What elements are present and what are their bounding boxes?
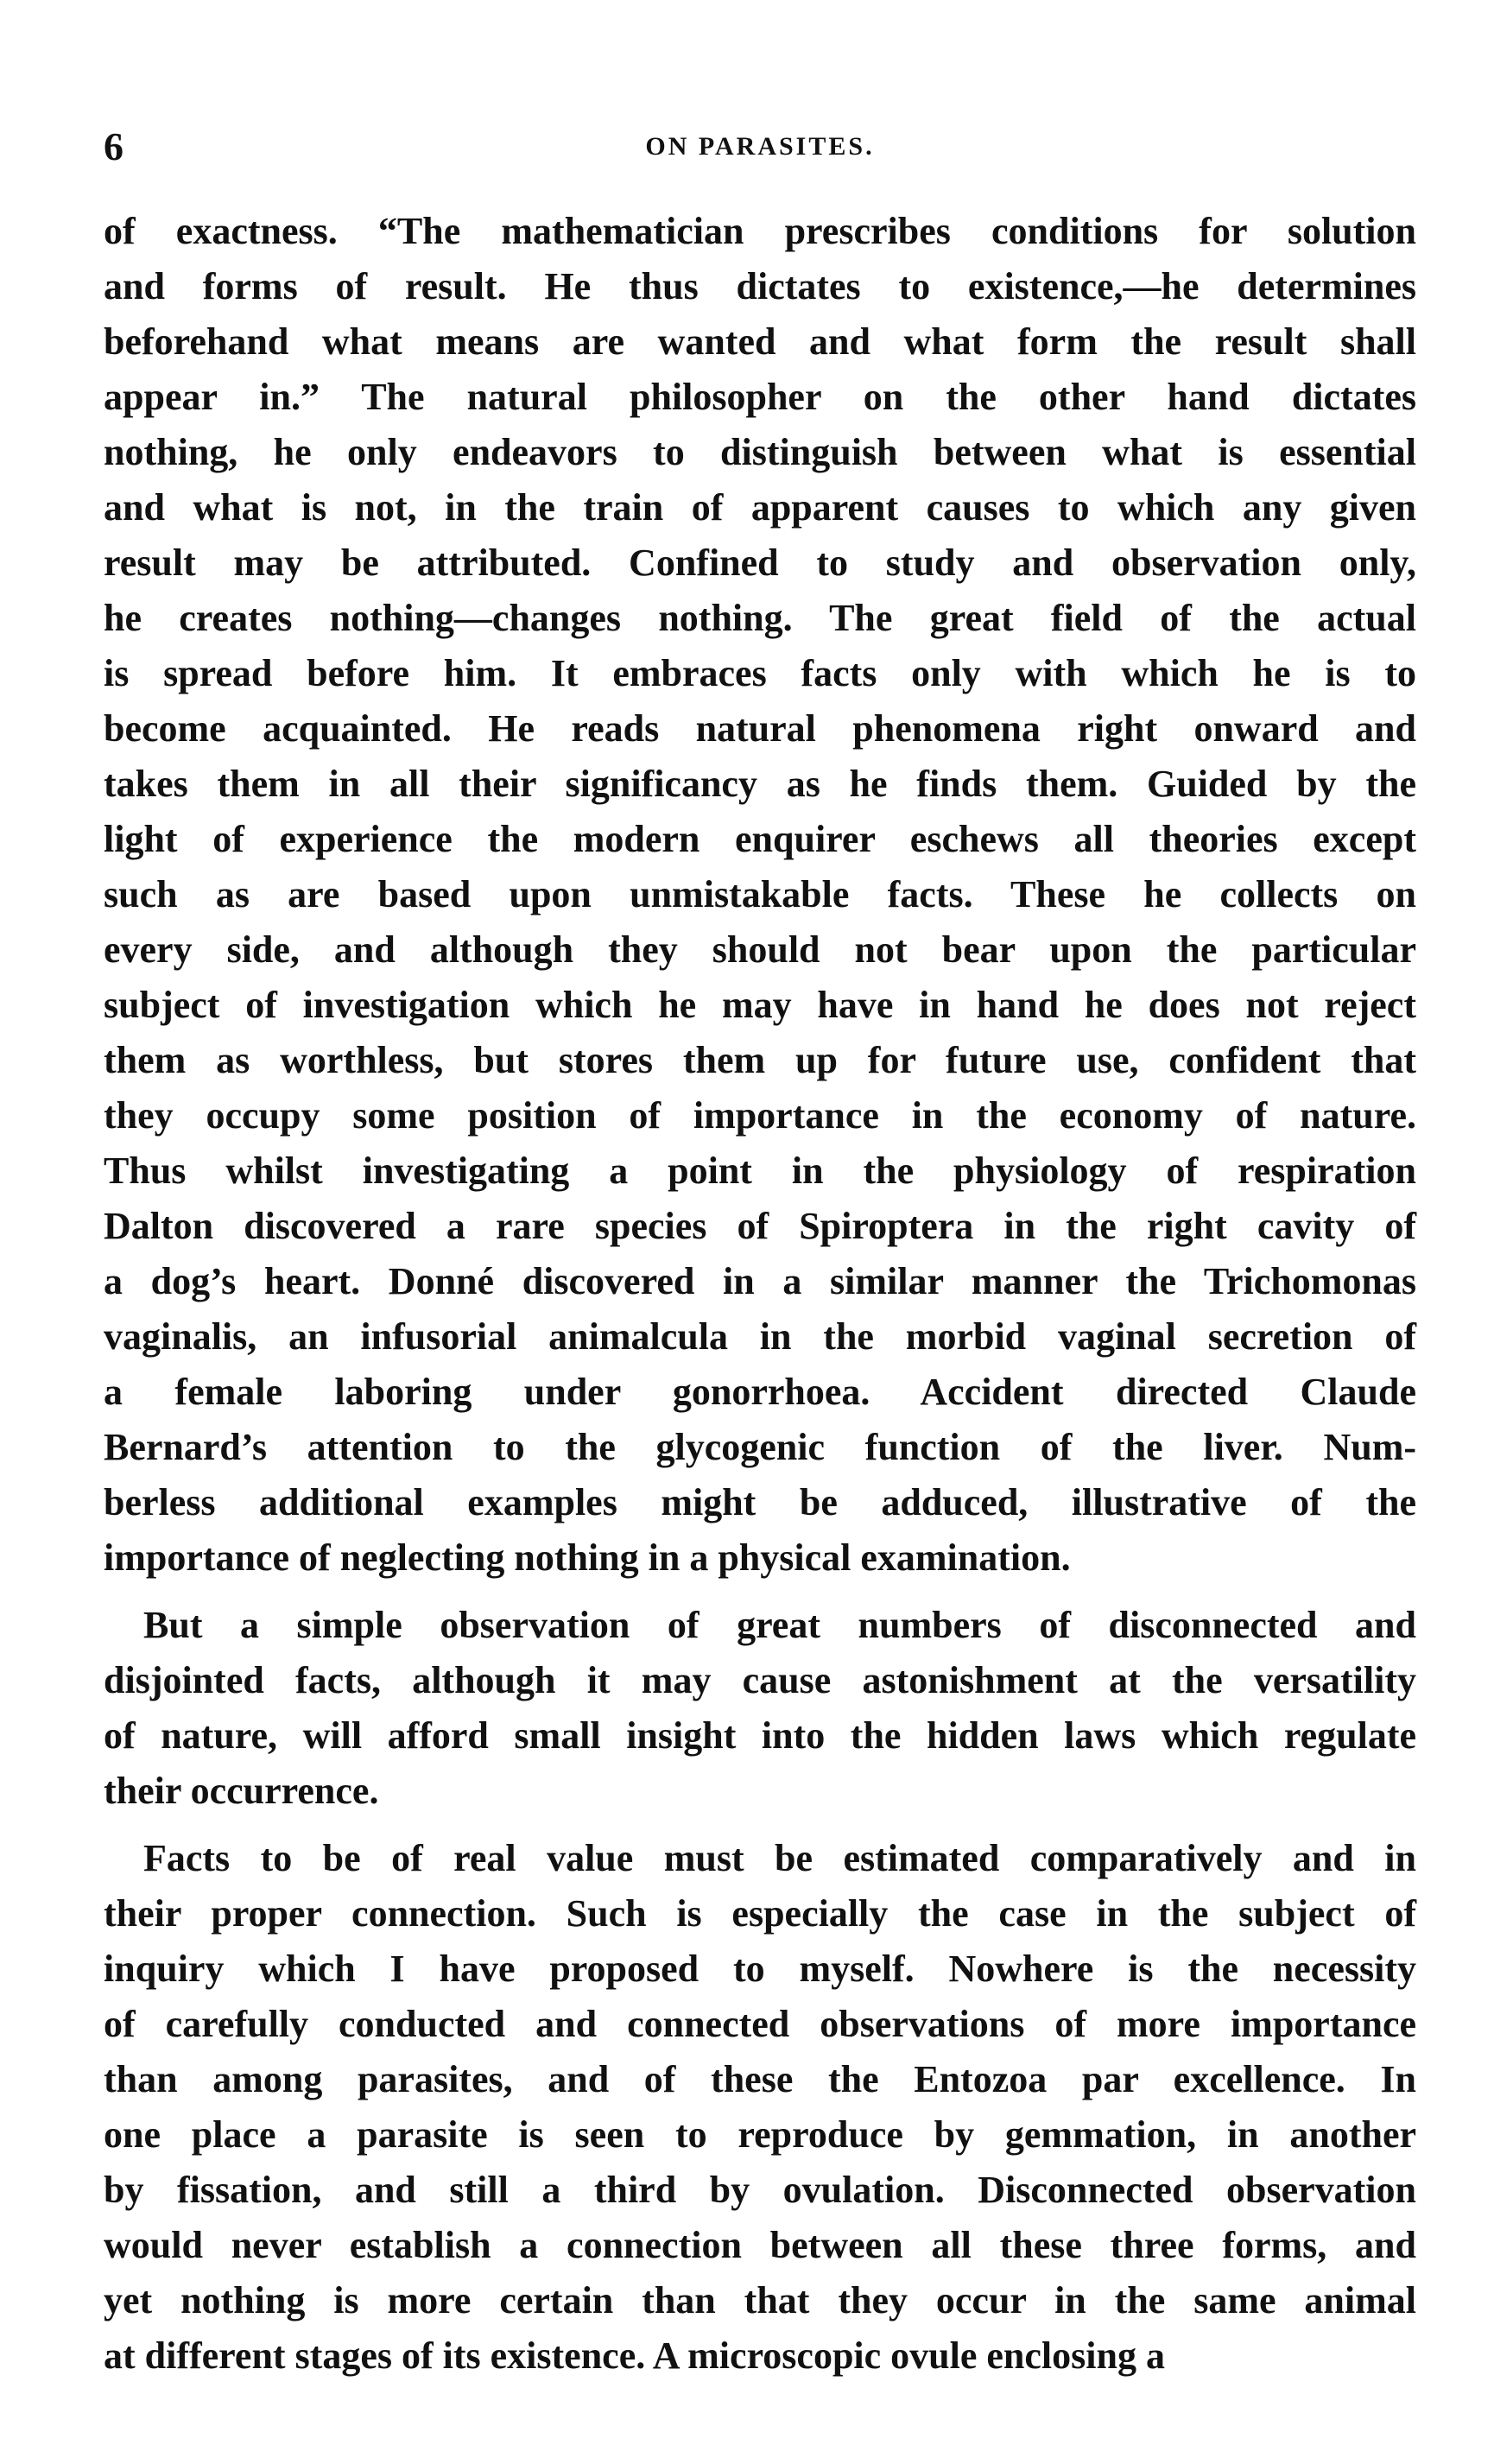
body-text xyxy=(104,204,1416,2384)
text-line: vaginalis, an infusorial animalcula in the morbid vaginal secretion of xyxy=(104,1315,1416,1358)
paragraph-1 xyxy=(104,204,1416,1586)
text-line: one place a parasite is seen to reproduce by gemmation, in another xyxy=(104,2113,1416,2156)
text-line: light of experience the modern enquirer eschews all theories except xyxy=(104,818,1416,860)
text-line: Thus whilst investigating a point in the physiology of respiration xyxy=(104,1150,1416,1192)
text-line: berless additional examples might be adduced, illustrative of the xyxy=(104,1481,1416,1523)
text-line: takes them in all their significancy as he finds them. Guided by the xyxy=(104,763,1416,805)
text-line: of exactness. “The mathematician prescribes conditions for solution xyxy=(104,210,1416,252)
text-line: Facts to be of real value must be estimated comparatively and in xyxy=(143,1837,1416,1879)
text-line: yet nothing is more certain than that they occur in the same animal xyxy=(104,2279,1416,2321)
text-line: appear in.” The natural philosopher on the other hand dictates xyxy=(104,376,1416,418)
text-line: nothing, he only endeavors to distinguish between what is essential xyxy=(104,431,1416,473)
text-line: a dog’s heart. Donné discovered in a similar manner the Trichomonas xyxy=(104,1260,1416,1302)
page-header xyxy=(104,121,1416,173)
text-line: of nature, will afford small insight into the hidden laws which regulate xyxy=(104,1714,1416,1757)
text-line: at different stages of its existence. A microscopic ovule enclosing a xyxy=(104,2334,1165,2377)
running-head: ON PARASITES. xyxy=(645,132,875,161)
text-line: Bernard’s attention to the glycogenic function of the liver. Num- xyxy=(104,1426,1416,1468)
text-line: them as worthless, but stores them up for future use, confident that xyxy=(104,1039,1416,1081)
page-number: 6 xyxy=(104,124,123,168)
text-line: importance of neglecting nothing in a physical examination. xyxy=(104,1536,1071,1579)
text-line: would never establish a connection between all these three forms, and xyxy=(104,2224,1416,2266)
text-line: every side, and although they should not bear upon the particular xyxy=(104,928,1416,971)
text-line: of carefully conducted and connected observations of more importance xyxy=(104,2003,1416,2045)
text-line: inquiry which I have proposed to myself. Nowhere is the necessity xyxy=(104,1948,1416,1990)
text-line: they occupy some position of importance in the economy of nature. xyxy=(104,1094,1416,1137)
text-line: than among parasites, and of these the Entozoa par excellence. In xyxy=(104,2058,1416,2100)
text-line: is spread before him. It embraces facts only with which he is to xyxy=(104,652,1416,694)
text-line: a female laboring under gonorrhoea. Accident directed Claude xyxy=(104,1371,1416,1413)
text-line: their proper connection. Such is especially the case in the subject of xyxy=(104,1892,1416,1935)
paragraph-2 xyxy=(104,1598,1416,1819)
text-line: become acquainted. He reads natural phenomena right onward and xyxy=(104,707,1416,750)
text-line: and what is not, in the train of apparent causes to which any given xyxy=(104,486,1416,529)
text-line: disjointed facts, although it may cause astonishment at the versatility xyxy=(104,1659,1416,1701)
text-line: subject of investigation which he may have in hand he does not reject xyxy=(104,984,1416,1026)
text-line: beforehand what means are wanted and what form the result shall xyxy=(104,320,1416,363)
text-line: their occurrence. xyxy=(104,1770,379,1812)
text-line: such as are based upon unmistakable facts. These he collects on xyxy=(104,873,1416,915)
text-line: and forms of result. He thus dictates to existence,—he determines xyxy=(104,265,1416,307)
text-line: Dalton discovered a rare species of Spiroptera in the right cavity of xyxy=(104,1205,1416,1247)
text-line: by fissation, and still a third by ovulation. Disconnected observation xyxy=(104,2169,1416,2211)
text-line: result may be attributed. Confined to study and observation only, xyxy=(104,542,1416,584)
text-line: he creates nothing—changes nothing. The great field of the actual xyxy=(104,597,1416,639)
paragraph-3 xyxy=(104,1831,1416,2384)
text-line: But a simple observation of great numbers of disconnected and xyxy=(143,1604,1416,1646)
